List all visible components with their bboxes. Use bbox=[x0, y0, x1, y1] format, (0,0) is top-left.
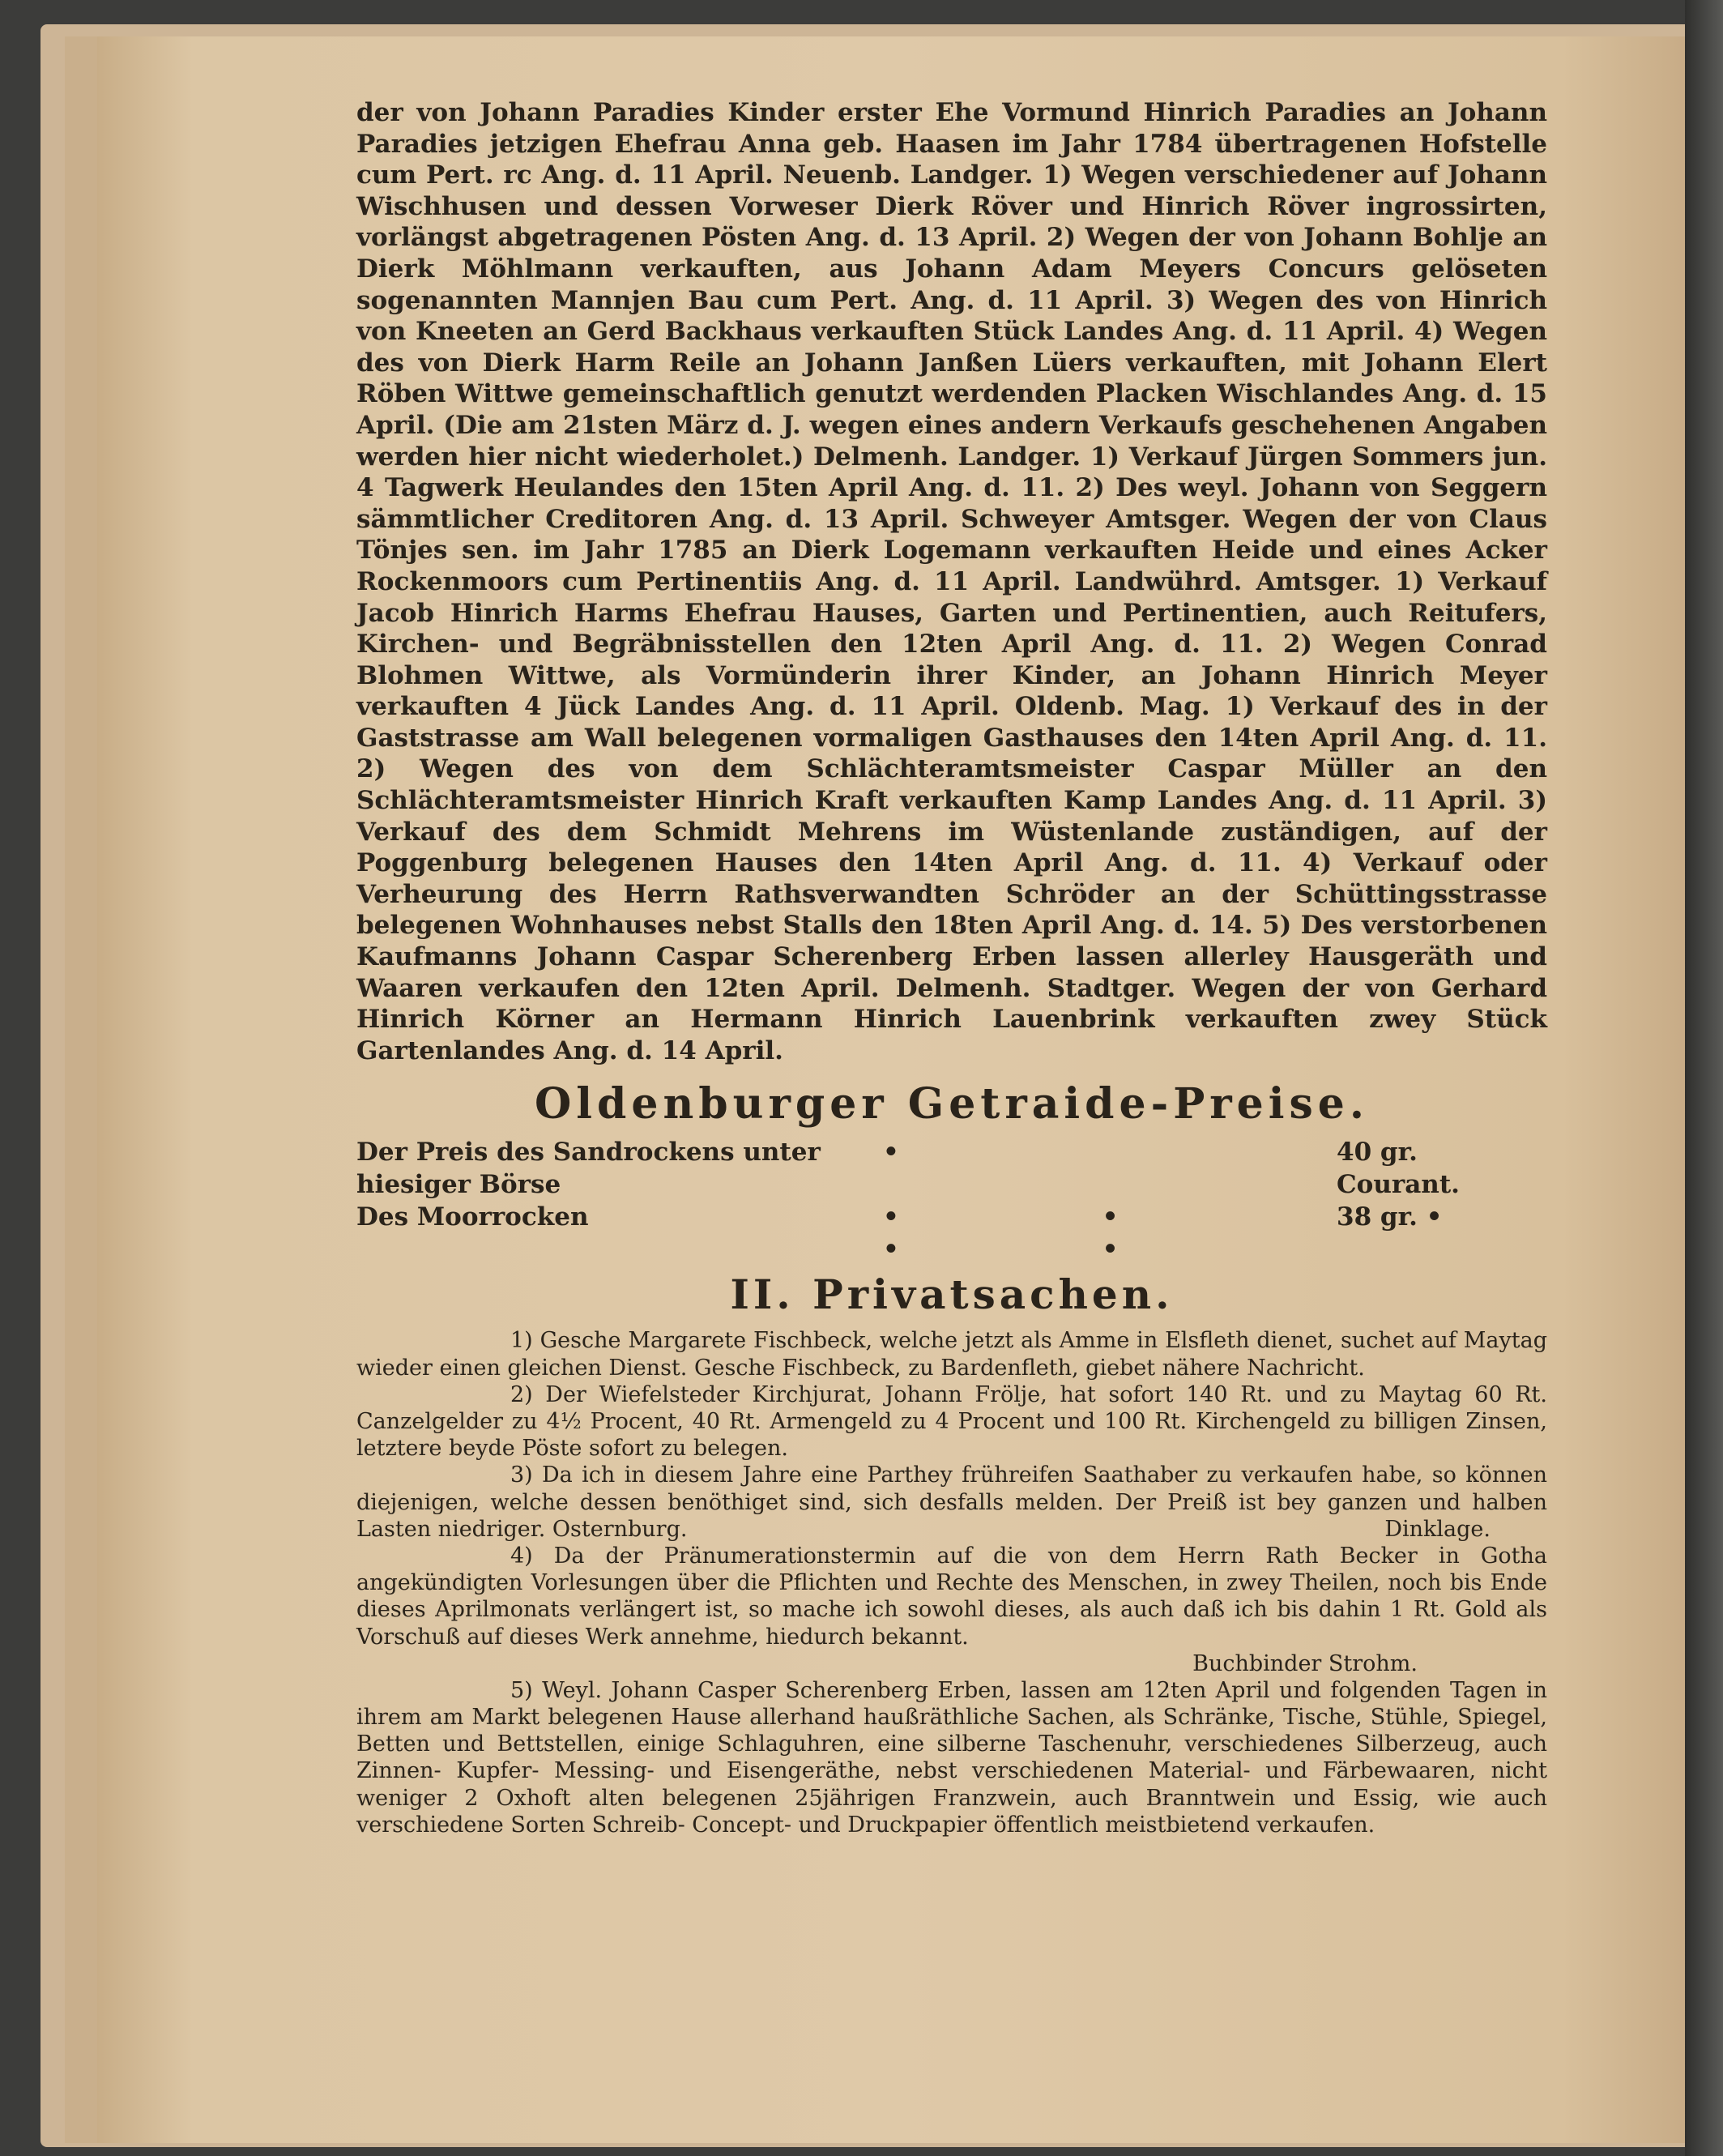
price-value: 38 gr. • bbox=[1337, 1202, 1443, 1232]
price-dots: • • • • bbox=[883, 1202, 1216, 1265]
notice-4: 4) Da der Pränumerationstermin auf die von dem Herrn Rath Becker in Gotha angekündigten Vorlesungen über die Pflichten und Rechte des Menschen, in zwey Theilen, noch bis Ende dieses Aprilmonats verlängert ist, so mache ich sowohl dieses, als auch daß ich bis dahin 1 Rt. Gold als Vorschuß auf dieses Werk annehme, hiedurch bekannt. bbox=[356, 1543, 1547, 1650]
notice-3 bbox=[356, 1462, 1547, 1543]
price-label: Der Preis des Sandrockens unter hiesiger Börse bbox=[356, 1138, 821, 1200]
court-notices-paragraph: der von Johann Paradies Kinder erster Ehe Vormund Hinrich Paradies an Johann Paradies jetzigen Ehefrau Anna geb. Haasen im Jahr 1784 übertragenen Hofstelle cum Pert. rc Ang. d. 11 April. Neuenb. Landger. 1) Wegen verschiedener auf Johann Wischhusen und dessen Vorweser Dierk Röver und Hinrich Röver ingrossirten, vorlängst abgetragenen Pösten Ang. d. 13 April. 2) Wegen der von Johann Bohlje an Dierk Möhlmann verkauften, aus Johann Adam Meyers Concurs gelöseten sogenannten Mannjen Bau cum Pert. Ang. d. 11 April. 3) Wegen des von Hinrich von Kneeten an Gerd Backhaus verkauften Stück Landes Ang. d. 11 April. 4) Wegen des von Dierk Harm Reile an Johann Janßen Lüers verkauften, mit Johann Elert Röben Wittwe gemeinschaftlich genutzt werdenden Placken Wischlandes Ang. d. 15 April. (Die am 21sten März d. J. wegen eines andern Verkaufs geschehenen Angaben werden hier nicht wiederholet.) Delmenh. Landger. 1) Verkauf Jürgen Sommers jun. 4 Tagwerk Heulandes den 15ten April Ang. d. 11. 2) Des weyl. Johann von Seggern sämmtlicher Creditoren Ang. d. 13 April. Schweyer Amtsger. Wegen der von Claus Tönjes sen. im Jahr 1785 an Dierk Logemann verkauften Heide und eines Acker Rockenmoors cum Pertinentiis Ang. d. 11 April. Landwührd. Amtsger. 1) Verkauf Jacob Hinrich Harms Ehefrau Hauses, Garten und Pertinentien, auch Reitufers, Kirchen- und Begräbnisstellen den 12ten April Ang. d. 11. 2) Wegen Conrad Blohmen Wittwe, als Vormünderin ihrer Kinder, an Johann Hinrich Meyer verkauften 4 Jück Landes Ang. d. 11 April. Oldenb. Mag. 1) Verkauf des in der Gaststrasse am Wall belegenen vormaligen Gasthauses den 14ten April Ang. d. 11. 2) Wegen des von dem Schlächteramtsmeister Caspar Müller an den Schlächteramtsmeister Hinrich Kraft verkauften Kamp Landes Ang. d. 11 April. 3) Verkauf des dem Schmidt Mehrens im Wüstenlande zuständigen, auf der Poggenburg belegenen Hauses den 14ten April Ang. d. 11. 4) Verkauf oder Verheurung des Herrn Rathsverwandten Schröder an der Schüttingsstrasse belegenen Wohnhauses nebst Stalls den 18ten April Ang. d. 14. 5) Des verstorbenen Kaufmanns Johann Caspar Scherenberg Erben lassen allerley Hausgeräth und Waaren verkaufen den 12ten April. Delmenh. Stadtger. Wegen der von Gerhard Hinrich Körner an Hermann Hinrich Lauenbrink verkauften zwey Stück Gartenlandes Ang. d. 14 April. bbox=[356, 98, 1547, 1065]
price-label: Des Moorrocken bbox=[356, 1202, 589, 1232]
price-value: 40 gr. Courant. bbox=[1337, 1138, 1460, 1200]
notice-3-signature: Dinklage. bbox=[1384, 1516, 1491, 1542]
notice-3-text: 3) Da ich in diesem Jahre eine Parthey frühreifen Saathaber zu verkaufen habe, so können diejenigen, welche dessen benöthiget sind, sich desfalls melden. Der Preiß ist bey ganzen und halben Lasten niedriger. Osternburg. bbox=[356, 1462, 1547, 1542]
notice-4-signature: Buchbinder Strohm. bbox=[1192, 1650, 1418, 1676]
price-dots: • bbox=[883, 1138, 996, 1168]
prices-heading: Oldenburger Getraide-Preise. bbox=[535, 1079, 1369, 1129]
notice-5: 5) Weyl. Johann Casper Scherenberg Erben, lassen am 12ten April und folgenden Tagen in ihrem am Markt belegenen Hause allerhand haußräthliche Sachen, als Schränke, Tische, Stühle, Spiegel, Betten und Bettstellen, einige Schlaguhren, eine silberne Taschenuhr, verschiedenes Silberzeug, auch Zinnen- Kupfer- Messing- und Eisengeräthe, nebst verschiedenen Material- und Färbewaaren, nicht weniger 2 Oxhoft alten belegenen 25jährigen Franzwein, auch Branntwein und Essig, wie auch verschiedene Sorten Schreib- Concept- und Druckpapier öffentlich meistbietend verkaufen. bbox=[356, 1677, 1547, 1838]
book-spine bbox=[1685, 0, 1723, 2156]
page-text bbox=[356, 97, 1547, 1838]
notice-2: 2) Der Wiefelsteder Kirchjurat, Johann Frölje, hat sofort 140 Rt. und zu Maytag 60 Rt. Canzelgelder zu 4½ Procent, 40 Rt. Armengeld zu 4 Procent und 100 Rt. Kirchengeld zu billigen Zinsen, letztere beyde Pöste sofort zu belegen. bbox=[356, 1381, 1547, 1462]
section-heading: II. Privatsachen. bbox=[730, 1270, 1174, 1319]
notice-1: 1) Gesche Margarete Fischbeck, welche jetzt als Amme in Elsfleth dienet, suchet auf Maytag wieder einen gleichen Dienst. Gesche Fischbeck, zu Bardenfleth, giebet nähere Nachricht. bbox=[356, 1328, 1547, 1381]
price-row bbox=[356, 1136, 1547, 1201]
price-row bbox=[356, 1201, 1547, 1266]
